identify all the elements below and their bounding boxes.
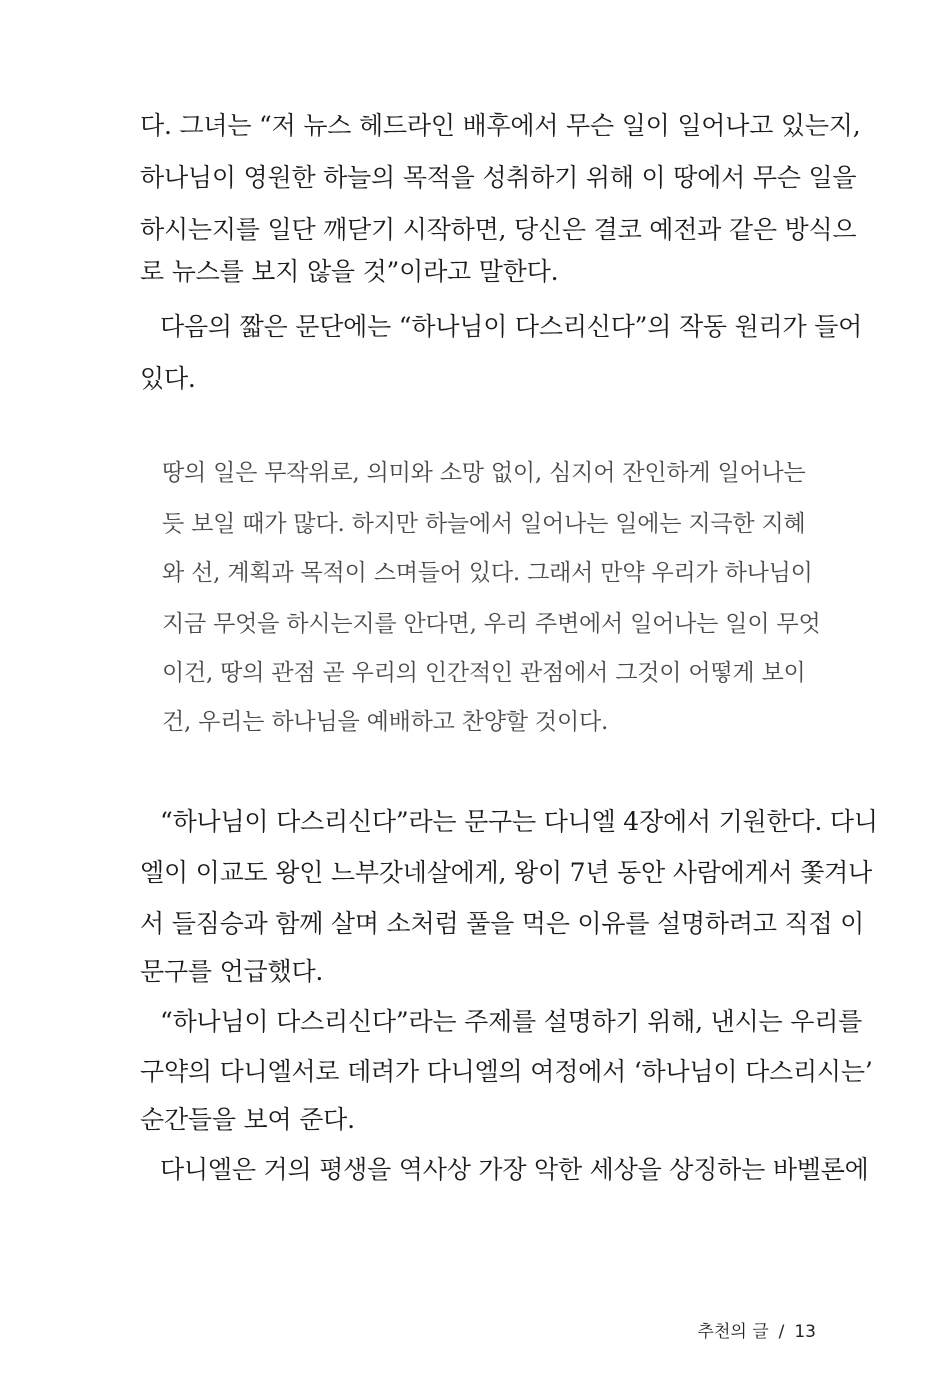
body-line: 문구를 언급했다. [140, 957, 324, 986]
footer-separator: / [778, 1322, 785, 1342]
body-line: 하시는지를 일단 깨닫기 시작하면, 당신은 결코 예전과 같은 방식으 [140, 215, 857, 244]
quote-line: 와 선, 계획과 목적이 스며들어 있다. 그래서 만약 우리가 하나님이 [162, 560, 813, 586]
body-line: 다니엘은 거의 평생을 역사상 가장 악한 세상을 상징하는 바벨론에 [160, 1155, 869, 1184]
body-line: 순간들을 보여 준다. [140, 1105, 355, 1134]
body-line: 서 들짐승과 함께 살며 소처럼 풀을 먹은 이유를 설명하려고 직접 이 [140, 909, 865, 938]
quote-line: 이건, 땅의 관점 곧 우리의 인간적인 관점에서 그것이 어떻게 보이 [162, 660, 806, 686]
quote-line: 지금 무엇을 하시는지를 안다면, 우리 주변에서 일어나는 일이 무엇 [162, 611, 821, 637]
body-line: 다음의 짧은 문단에는 “하나님이 다스리신다”의 작동 원리가 들어 [160, 312, 863, 341]
body-line: 엘이 이교도 왕인 느부갓네살에게, 왕이 7년 동안 사람에게서 쫓겨나 [140, 858, 873, 887]
body-line: 로 뉴스를 보지 않을 것”이라고 말한다. [140, 257, 559, 286]
body-line: “하나님이 다스리신다”라는 문구는 다니엘 4장에서 기원한다. 다니 [160, 807, 878, 836]
quote-line: 땅의 일은 무작위로, 의미와 소망 없이, 심지어 잔인하게 일어나는 [162, 460, 806, 486]
body-line: 다. 그녀는 “저 뉴스 헤드라인 배후에서 무슨 일이 일어나고 있는지, [140, 111, 861, 140]
body-line: 있다. [140, 364, 196, 393]
section-title: 추천의 글 [697, 1322, 769, 1342]
body-line: 하나님이 영원한 하늘의 목적을 성취하기 위해 이 땅에서 무슨 일을 [140, 163, 857, 192]
body-line: 구약의 다니엘서로 데려가 다니엘의 여정에서 ‘하나님이 다스리시는’ [140, 1057, 873, 1086]
quote-line: 듯 보일 때가 많다. 하지만 하늘에서 일어나는 일에는 지극한 지혜 [162, 511, 806, 537]
body-line: “하나님이 다스리신다”라는 주제를 설명하기 위해, 낸시는 우리를 [160, 1007, 863, 1036]
page-number: 13 [794, 1322, 816, 1342]
page-footer [600, 1317, 816, 1342]
quote-line: 건, 우리는 하나님을 예배하고 찬양할 것이다. [162, 709, 609, 735]
